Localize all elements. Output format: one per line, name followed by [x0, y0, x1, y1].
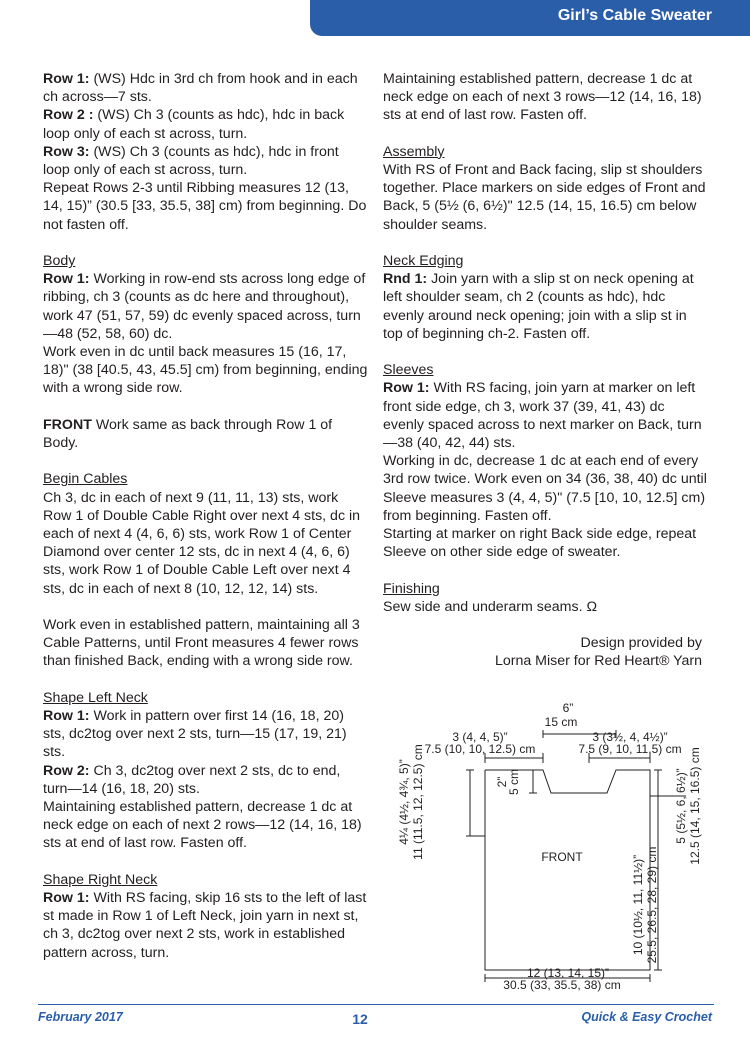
- dim-left-side-cm: 11 (11.5, 12, 12.5) cm: [411, 744, 425, 860]
- dim-shoulder-left-cm: 7.5 (10, 10, 12.5) cm: [424, 742, 536, 756]
- neck-edging-rnd-1: Rnd 1: Join yarn with a slip st on neck opening at left shoulder seam, ch 2 (counts as hdc), hdc evenly around neck opening; join with a slip st in top of beginning ch-2. Fasten off.: [383, 271, 694, 342]
- page-header-title: Girl’s Cable Sweater: [557, 7, 712, 24]
- left-neck-row-2: Row 2: Ch 3, dc2tog over next 2 sts, dc to end, turn—14 (16, 18, 20) sts.: [43, 762, 341, 797]
- front-schematic-diagram: [390, 698, 720, 996]
- begin-cables-text: Ch 3, dc in each of next 9 (11, 11, 13) sts, work Row 1 of Double Cable Right over next 4 sts, dc in each of next 4 (4, 6, 6) sts, work Row 1 of Center Diamond over center 12 sts, dc in next 4 (4, 6, 6) sts, work Row 1 of Double Cable Left over next 4 sts, dc in each of next 8 (10, 12, 12, 14) sts.: [43, 489, 361, 597]
- front-instruction: FRONT Work same as back through Row 1 of Body.: [43, 416, 333, 452]
- section-heading-body: Body: [43, 253, 76, 270]
- right-neck-maintain: Maintaining established pattern, decrease 1 dc at neck edge on each of next 3 rows—12 (14, 16, 18) sts at end of last row. Fasten off.: [383, 71, 702, 124]
- dim-right-bottom-inches: 10 (10½, 11, 11½)”: [631, 854, 645, 956]
- right-column: [383, 70, 708, 670]
- section-heading-shape-right-neck: Shape Right Neck: [43, 871, 158, 888]
- dim-neck-depth-cm: 5 cm: [507, 768, 521, 796]
- footer-date: February 2017: [38, 1010, 123, 1024]
- sleeves-work: Working in dc, decrease 1 dc at each end of every 3rd row twice. Work even on 34 (36, 38, 40) dc until Sleeve measures 3 (4, 4, 5)" (7.5 [10, 10, 12.5] cm) from beginning. Fasten off.: [383, 453, 707, 524]
- left-neck-maintain: Maintaining established pattern, decrease 1 dc at neck edge on each of next 2 rows—12 (14, 16, 18) sts at end of last row. Fasten off.: [43, 799, 362, 852]
- section-heading-shape-left-neck: Shape Left Neck: [43, 689, 148, 706]
- section-heading-begin-cables: Begin Cables: [43, 471, 128, 488]
- dim-shoulder-left-inches: 3 (4, 4, 5)”: [452, 730, 508, 744]
- sleeves-repeat: Starting at marker on right Back side edge, repeat Sleeve on other side edge of sweater.: [383, 526, 697, 561]
- ribbing-row-2: Row 2 : (WS) Ch 3 (counts as hdc), hdc in back loop only of each st across, turn.: [43, 107, 345, 142]
- dim-top-inches: 6”: [562, 701, 574, 715]
- section-heading-neck-edging: Neck Edging: [383, 253, 464, 269]
- dim-shoulder-right-inches: 3 (3½, 4, 4½)”: [592, 730, 668, 744]
- dim-neck-depth-inches: 2”: [495, 776, 509, 788]
- footer-magazine-title: Quick & Easy Crochet: [581, 1010, 712, 1024]
- page-number: 12: [352, 1011, 368, 1027]
- right-neck-row-1: Row 1: With RS facing, skip 16 sts to the left of last st made in Row 1 of Left Neck, join yarn in next st, ch 3, dc2tog over next 2 sts, work in established pattern across, turn.: [43, 890, 367, 961]
- work-even-pattern: Work even in established pattern, maintaining all 3 Cable Patterns, until Front measures 4 fewer rows than finished Back, ending with a wrong side row.: [43, 617, 360, 670]
- design-credit: Design provided by Lorna Miser for Red Heart® Yarn: [494, 635, 702, 670]
- body-row-1: Row 1: Working in row-end sts across long edge of ribbing, ch 3 (counts as dc here and throughout), work 47 (51, 57, 59) dc evenly spaced across, turn—48 (52, 58, 60) dc.: [43, 271, 366, 342]
- dim-right-bottom-cm: 25.5, 26.5, 28, 29) cm: [645, 846, 659, 964]
- dim-top-cm: 15 cm: [544, 715, 578, 729]
- dim-right-top-cm: 12.5 (14, 15, 16.5) cm: [688, 747, 702, 865]
- left-neck-row-1: Row 1: Work in pattern over first 14 (16, 18, 20) sts, dc2tog over next 2 sts, turn—15 (17, 19, 21) sts.: [43, 708, 347, 761]
- dim-right-top-inches: 5 (5½, 6, 6½)”: [674, 768, 688, 844]
- section-heading-finishing: Finishing: [383, 580, 440, 597]
- dim-left-side-inches: 4¼ (4½, 4¾, 5)”: [397, 759, 411, 845]
- section-heading-assembly: Assembly: [383, 143, 445, 160]
- dim-shoulder-right-cm: 7.5 (9, 10, 11.5) cm: [578, 742, 682, 756]
- assembly-text: With RS of Front and Back facing, slip st shoulders together. Place markers on side edges of Front and Back, 5 (5½ (6, 6½)" 12.5 (14, 15, 16.5) cm below shoulder seams.: [383, 162, 706, 233]
- front-label: FRONT: [541, 850, 583, 864]
- sleeves-row-1: Row 1: With RS facing, join yarn at marker on left front side edge, ch 3, work 37 (39, 41, 43) dc evenly spaced across to next marker on Back, turn—38 (40, 42, 44) sts.: [383, 380, 702, 452]
- finishing-text: Sew side and underarm seams. Ω: [383, 598, 598, 615]
- front-outline: [485, 770, 650, 970]
- body-work-even: Work even in dc until back measures 15 (16, 17, 18)" (38 [40.5, 43, 45.5] cm) from beginning, ending with a wrong side row.: [43, 344, 368, 397]
- footer-rule: [38, 1004, 714, 1005]
- dim-bottom-inches: 12 (13, 14, 15)”: [526, 966, 610, 980]
- ribbing-row-1: Row 1: (WS) Hdc in 3rd ch from hook and in each ch across—7 sts.: [43, 71, 358, 106]
- ribbing-row-3: Row 3: (WS) Ch 3 (counts as hdc), hdc in front loop only of each st across, turn.: [43, 143, 339, 179]
- dim-bottom-cm: 30.5 (33, 35.5, 38) cm: [503, 978, 621, 992]
- header-tab: [310, 0, 750, 36]
- section-heading-sleeves: Sleeves: [383, 362, 434, 379]
- left-column: [43, 70, 368, 962]
- ribbing-repeat: Repeat Rows 2-3 until Ribbing measures 12 (13, 14, 15)” (30.5 [33, 35.5, 38] cm) from beginning. Do not fasten off.: [43, 180, 367, 233]
